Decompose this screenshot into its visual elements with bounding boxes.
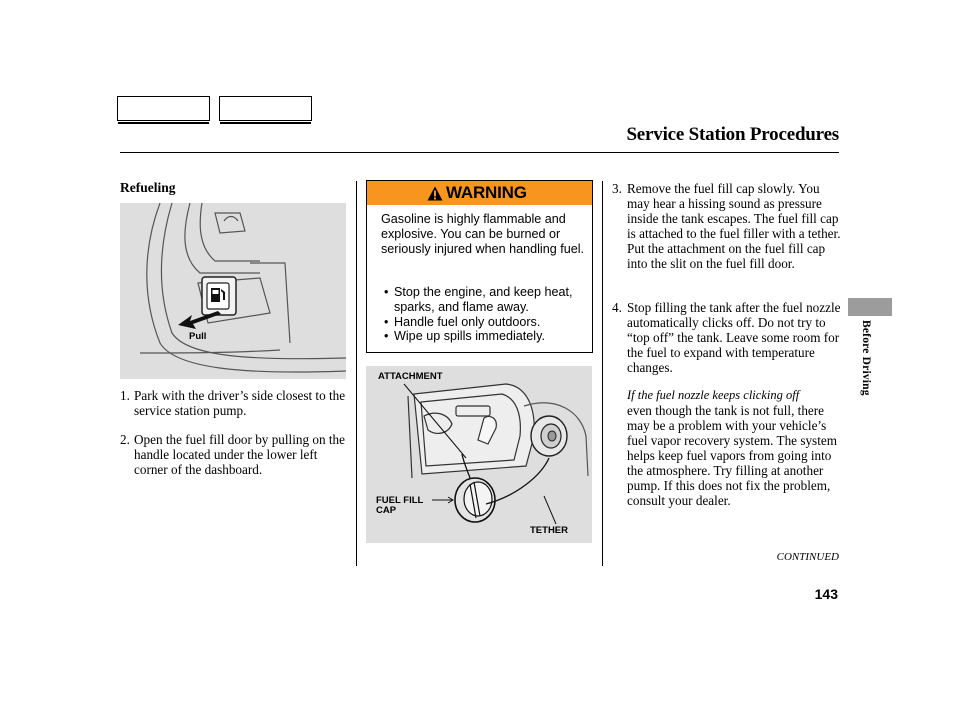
warning-triangle-icon [427, 186, 443, 201]
page-number: 143 [814, 586, 838, 602]
fuel-fill-cap-drawing [366, 366, 592, 543]
step-text: Park with the driver’s side closest to the service station pump. [134, 388, 346, 418]
section-tab-label: Before Driving [860, 320, 872, 396]
attachment-label: ATTACHMENT [378, 371, 443, 382]
warning-list [384, 285, 589, 344]
step-number: 4. [612, 300, 622, 315]
column-divider-right [602, 181, 603, 566]
index-button[interactable] [219, 96, 312, 121]
pull-label: Pull [189, 331, 207, 342]
column-divider-left [356, 181, 357, 566]
header-divider [120, 152, 839, 153]
warning-list-item: • Stop the engine, and keep heat, sparks, and flame away. [384, 285, 589, 315]
fuel-fill-cap-label: FUEL FILL CAP [376, 495, 424, 516]
section-heading: Refueling [120, 180, 176, 195]
step-text: Stop filling the tank after the fuel nozzle automatically clicks off. Do not try to “top off” the tank. Leave some room for the fuel to expand with temperature changes. [627, 300, 841, 375]
fuel-door-release-drawing [120, 203, 346, 379]
nozzle-note [627, 388, 842, 508]
filler-neck [531, 416, 567, 456]
step-number: 1. [120, 388, 130, 403]
continued-label: CONTINUED [776, 551, 839, 563]
step-text: Remove the fuel fill cap slowly. You may hear a hissing sound as pressure inside the tank escapes. The fuel fill cap is attached to the fuel filler with a tether. Put the attachment on the fuel fill cap into the slit on the fuel fill door. [627, 181, 841, 271]
main-menu-button[interactable] [117, 96, 210, 121]
page-title: Service Station Procedures [626, 124, 839, 145]
nozzle-note-text: even though the tank is not full, there may be a problem with your vehicle’s fuel vapor recovery system. The system helps keep fuel vapors from going into the atmosphere. Try filling at another pump. If this does not fix the problem, consult your dealer. [627, 403, 837, 508]
step-text: Open the fuel fill door by pulling on the handle located under the lower left corner of the dashboard. [134, 432, 345, 477]
fuel-fill-cap-illustration [366, 366, 592, 543]
section-tab[interactable] [848, 298, 892, 316]
warning-title: WARNING [446, 183, 527, 202]
warning-text: Gasoline is highly flammable and explosive. You can be burned or seriously injured when handling fuel. [381, 212, 585, 256]
tether-label: TETHER [530, 525, 568, 536]
fuel-door-release-illustration [120, 203, 346, 379]
warning-list-item: • Wipe up spills immediately. [384, 329, 589, 344]
fuel-cap [455, 478, 495, 522]
pull-arrow-icon [178, 311, 221, 329]
warning-header [367, 181, 592, 205]
nozzle-note-lead: If the fuel nozzle keeps clicking off [627, 388, 800, 402]
step-number: 2. [120, 432, 130, 447]
warning-list-item: • Handle fuel only outdoors. [384, 315, 589, 330]
step-number: 3. [612, 181, 622, 196]
